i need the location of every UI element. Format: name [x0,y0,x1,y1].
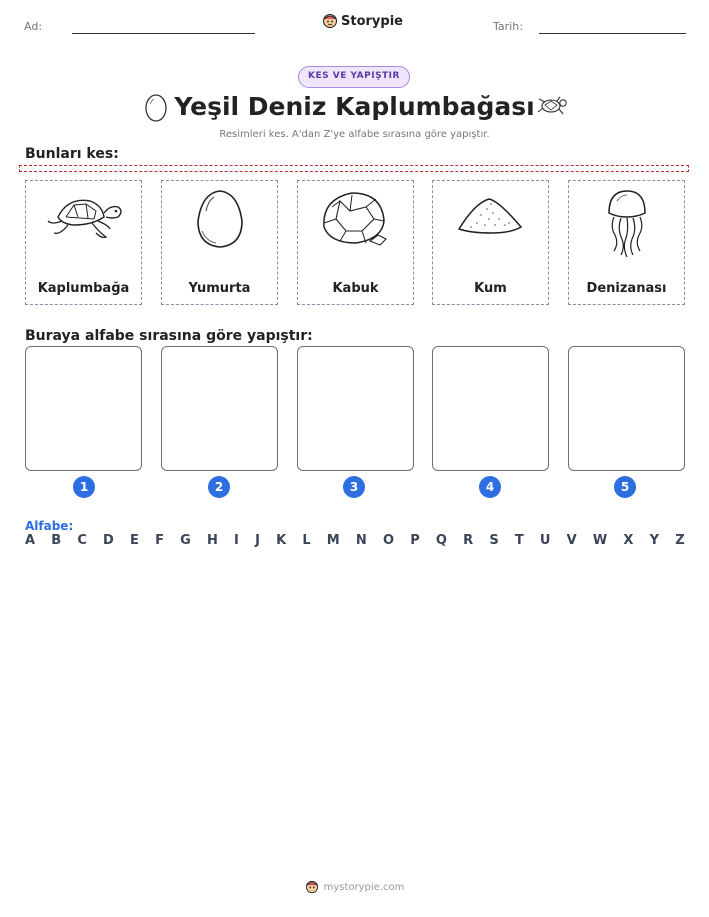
paste-number-4: 4 [479,476,501,498]
paste-box-4[interactable] [432,346,549,471]
cut-card-sand[interactable] [432,180,549,305]
egg-icon [180,187,260,249]
alphabet-letter: V [566,533,577,548]
alphabet-letter: S [489,533,499,548]
alphabet-letter: D [103,533,114,548]
alphabet-letter: F [155,533,164,548]
alphabet-letter: P [410,533,420,548]
cut-card-label: Kum [474,281,507,296]
paste-section-label: Buraya alfabe sırasına göre yapıştır: [25,328,313,344]
alphabet-letter: A [25,533,36,548]
storypie-logo [322,13,403,29]
alphabet-letter: Q [435,533,447,548]
footer-url[interactable]: mystorypie.com [323,881,405,893]
alphabet-letter: L [302,533,311,548]
sand-icon [451,187,531,249]
alphabet-letter: W [592,533,608,548]
alphabet-letter: G [180,533,191,548]
alphabet-letter: J [255,533,260,548]
alphabet-letter: T [514,533,524,548]
storypie-mascot-icon [322,13,338,29]
cut-line-strip [19,165,689,172]
logo-text: Storypie [341,13,403,29]
cut-card-jellyfish[interactable] [568,180,685,305]
paste-number-2: 2 [208,476,230,498]
paste-box-2[interactable] [161,346,278,471]
paste-box-3[interactable] [297,346,414,471]
alphabet-letter: B [51,533,62,548]
page-title: Yeşil Deniz Kaplumbağası [174,92,535,121]
cut-card-label: Kabuk [332,281,379,296]
cut-section-label: Bunları kes: [25,146,119,162]
name-label: Ad: [24,20,43,33]
cut-card-shell[interactable] [297,180,414,305]
alphabet-label: Alfabe: [25,519,74,533]
date-line [539,33,686,34]
turtle-icon [44,187,124,249]
alphabet-letter: Z [675,533,685,548]
alphabet-letter: C [77,533,87,548]
turtle-decoration-icon [536,93,570,119]
alphabet-letter: R [463,533,474,548]
cut-card-label: Denizanası [586,281,667,296]
jellyfish-icon [587,187,667,257]
paste-number-3: 3 [343,476,365,498]
storypie-mascot-icon [305,880,319,894]
paste-box-1[interactable] [25,346,142,471]
cut-card-turtle[interactable] [25,180,142,305]
shell-icon [316,187,396,249]
activity-badge: KES VE YAPIŞTIR [298,66,410,88]
alphabet-letter: U [539,533,551,548]
date-label: Tarih: [493,20,523,33]
paste-box-5[interactable] [568,346,685,471]
alphabet-letter: H [206,533,218,548]
alphabet-letter: I [234,533,239,548]
cut-card-label: Yumurta [188,281,251,296]
footer [0,880,709,894]
paste-number-1: 1 [73,476,95,498]
alphabet-letter: E [130,533,139,548]
page-subtitle: Resimleri kes. A'dan Z'ye alfabe sırasına göre yapıştır. [219,129,490,140]
name-line [72,33,255,34]
alphabet-letter: N [355,533,367,548]
alphabet-letter: Y [649,533,660,548]
cut-card-egg[interactable] [161,180,278,305]
cut-card-label: Kaplumbağa [37,281,130,296]
paste-number-5: 5 [614,476,636,498]
alphabet-row [25,533,685,548]
alphabet-letter: O [382,533,395,548]
alphabet-letter: X [623,533,634,548]
alphabet-letter: M [326,533,340,548]
alphabet-letter: K [276,533,287,548]
